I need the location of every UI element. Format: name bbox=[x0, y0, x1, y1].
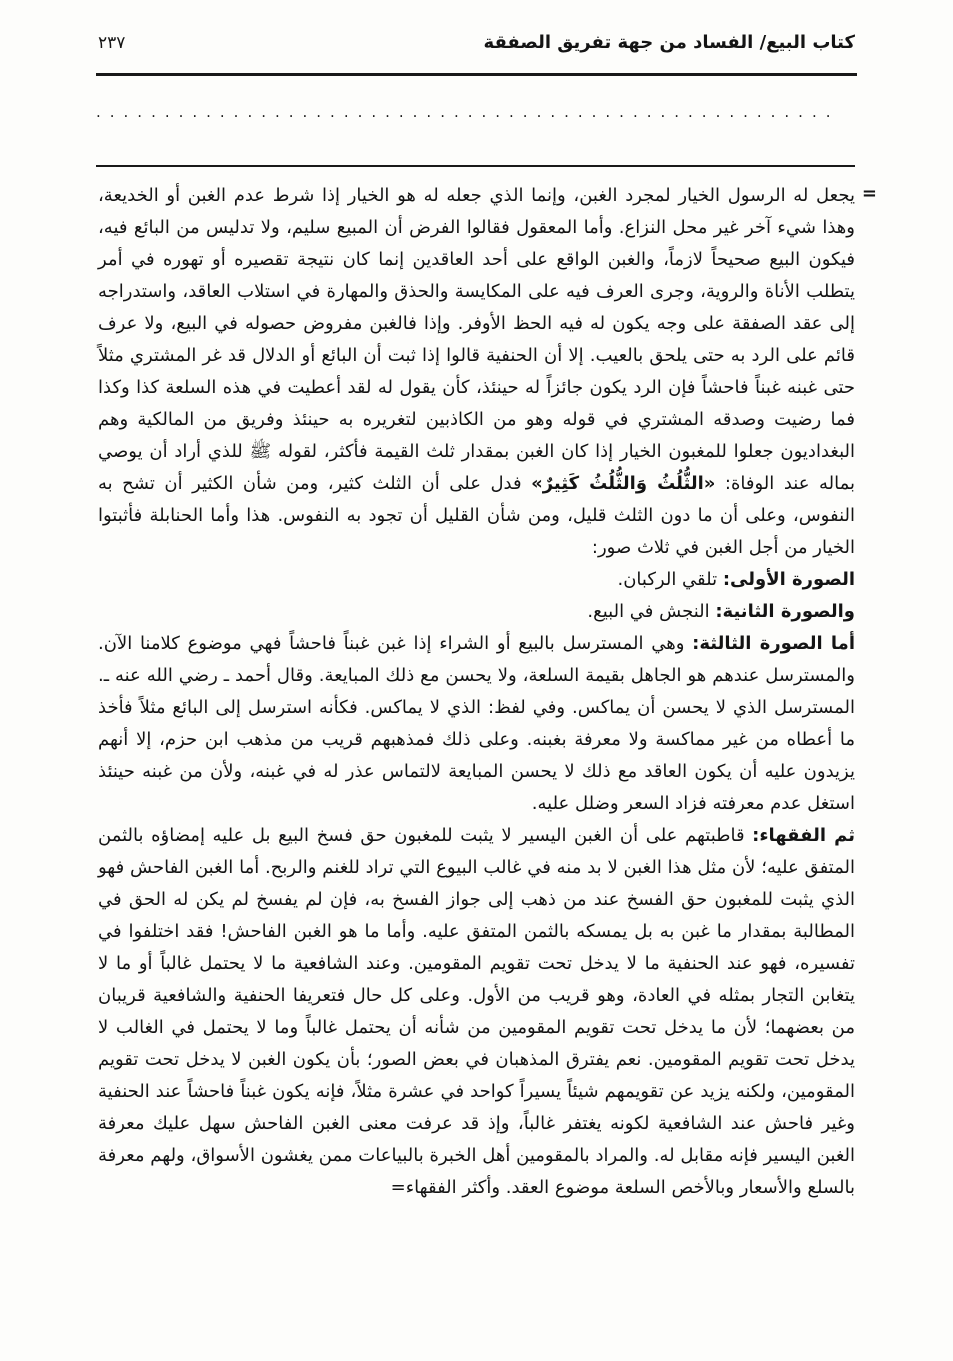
paragraph-text: قاطبتهم على أن الغبن اليسير لا يثبت للمغبون حق فسخ البيع بل عليه إمضاؤه بالثمن المتفق عليه؛ لأن مثل هذا الغبن لا بد منه في غالب البيوع التي تراد للغنم والربح. أما الغبن الفاحش فهو الذي يثبت للمغبون حق الفسخ عند من ذهب إلى جواز الفسخ به، فإن لم يفسخ لم يكن له الحق في المطالبة بمقدار ما غبن به بل يمسكه بالثمن المتفق عليه. وأما ما هو الغبن الفاحش! فقد اختلفوا في تفسيره، فهو عند الحنفية ما لا يدخل تحت تقويم المقومين. وعند الشافعية ما لا يحتمل غالباً أو ما لا يتغابن التجار بمثله في العادة، وهو قريب من الأول. وعلى كل حال فتعريفا الحنفية والشافعية قريبان من بعضهما؛ لأن ما يدخل تحت تقويم المقومين من شأنه أن يحتمل غالباً وما لا يحتمل في الغالب لا يدخل تحت تقويم المقومين. نعم يفترق المذهبان في بعض الصور؛ بأن يكون الغبن لا يدخل تحت تقويم المقومين، ولكنه يزيد عن تقويمهم شيئاً يسيراً كواحد في عشرة مثلاً، فإنه يكون غبناً فاحشاً عند الحنفية وغير فاحش عند الشافعية لكونه يغتفر غالباً، وإذ قد عرفت معنى الغبن الفاحش سهل عليك معرفة الغبن اليسير فإنه مقابل له. والمراد بالمقومين أهل الخبرة بالبياعات ممن يغشون الأسواق، ولهم معرفة بالسلع والأسعار وبالأخص السلعة موضوع العقد. وأكثر الفقهاء= bbox=[98, 825, 855, 1198]
paragraph-text: يجعل له الرسول الخيار لمجرد الغبن، وإنما الذي جعله له هو الخيار إذا شرط عدم الغبن أو الخديعة، وهذا شيء آخر غير محل النزاع. وأما المعقول فقالوا الفرض أن المبيع سليم، ولا تدليس من البائع فيه، فيكون البيع صحيحاً لازماً، والغبن الواقع على أحد العاقدين إنما كان نتيجة تقصيره أو تهوره في أمر يتطلب الأناة والروية، وجرى العرف فيه على المكايسة والحذق والمهارة في استلاب العاقد، واستدراجه إلى عقد الصفقة على وجه يكون له فيه الحظ الأوفر. وإذا فالغبن مفروض حصوله في البيع، ولا عرف قائم على الرد به حتى يلحق بالعيب. إلا أن الحنفية قالوا إذا ثبت أن البائع أو الدلال قد غر المشتري مثلاً حتى غبنه غبناً فاحشاً فإن الرد يكون جائزاً له حينئذ، كأن يقول له لقد أعطيت في هذه السلعة كذا وكذا فما رضيت وصدقه المشتري في قوله وهو من الكاذبين لتغريره به حينئذ وفريق من المالكية وهم البغداديون جعلوا للمغبون الخيار إذا كان الغبن بمقدار ثلث القيمة فأكثر، لقوله ﷺ للذي أراد أن يوصي بماله عند الوفاة: bbox=[98, 185, 855, 494]
paragraph-text: تلقي الركبان. bbox=[617, 569, 723, 590]
paragraph-text: النجش في البيع. bbox=[587, 601, 716, 622]
page-number: ٢٣٧ bbox=[98, 33, 126, 53]
footnote-paragraph bbox=[98, 180, 855, 564]
bold-lead-text: الصورة الأولى: bbox=[722, 569, 855, 590]
footnote-paragraph bbox=[98, 564, 855, 596]
footnote-paragraph bbox=[98, 820, 855, 1204]
page-header bbox=[98, 32, 855, 53]
bold-lead-text: ثم الفقهاء: bbox=[752, 825, 855, 846]
dots-filler-row: ...................................................... bbox=[96, 103, 840, 121]
footnote-paragraph bbox=[98, 628, 855, 820]
footnote-text-block bbox=[98, 180, 855, 1204]
footnote-continuation-marker: = bbox=[861, 183, 877, 204]
chapter-title: كتاب البيع/ الفساد من جهة تفريق الصفقة bbox=[483, 32, 855, 53]
bold-lead-text: «الثُّلُثُ وَالثُّلُثُ كَثِيرٌ» bbox=[531, 473, 716, 494]
paragraph-text: فدل على أن الثلث كثير، ومن شأن الكثير أن تشح به النفوس، وعلى أن ما دون الثلث قليل، ومن شأن القليل أن تجود به النفوس. هذا وأما الحنابلة فأثبتوا الخيار من أجل الغبن في ثلاث صور: bbox=[98, 473, 855, 558]
bold-lead-text: والصورة الثانية: bbox=[715, 601, 855, 622]
header-divider-line bbox=[96, 73, 857, 76]
footnote-paragraph bbox=[98, 596, 855, 628]
bold-lead-text: أما الصورة الثالثة: bbox=[692, 633, 855, 654]
footnote-divider-line bbox=[96, 165, 855, 167]
paragraph-text: وهي المسترسل بالبيع أو الشراء إذا غبن غبناً فاحشاً فهي موضوع كلامنا الآن. والمسترسل عندهم هو الجاهل بقيمة السلعة، ولا يحسن مع ذلك المبايعة. وقال أحمد ـ رضي الله عنه ـ. المسترسل الذي لا يحسن أن يماكس. وفي لفظ: الذي لا يماكس. فكأنه استرسل إلى البائع مثلاً فأخذ ما أعطاه من غير مماكسة ولا معرفة بغبنه. وعلى ذلك فمذهبهم قريب من مذهب ابن حزم، إلا أنهم يزيدون عليه أن يكون العاقد مع ذلك لا يحسن المبايعة لالتماس عذر له في غبنه، ولأن من غبنه حينئذ استغل عدم معرفته فزاد السعر وضلل عليه. bbox=[98, 633, 855, 814]
